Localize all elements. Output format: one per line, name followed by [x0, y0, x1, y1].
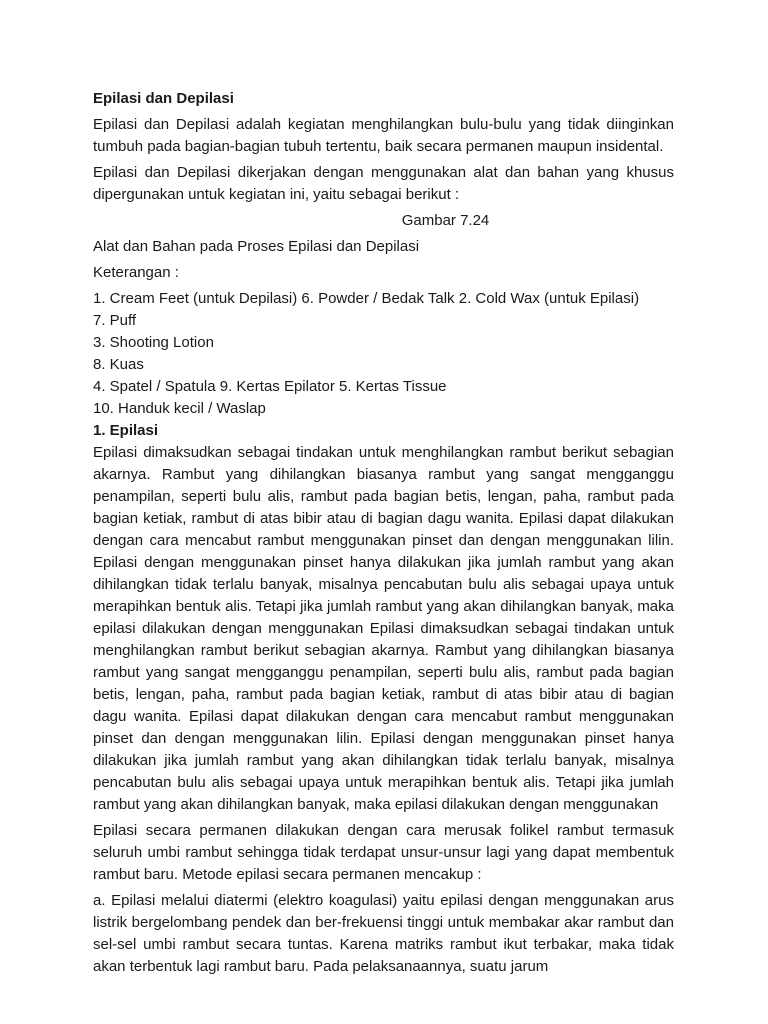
- document-title: Epilasi dan Depilasi: [93, 90, 234, 107]
- legend-item: 3. Shooting Lotion: [93, 334, 214, 351]
- legend-title: Keterangan :: [93, 264, 179, 281]
- legend-item: 1. Cream Feet (untuk Depilasi) 6. Powder / Bedak Talk 2. Cold Wax (untuk Epilasi): [93, 290, 640, 307]
- legend-item: 4. Spatel / Spatula 9. Kertas Epilator 5. Kertas Tissue: [93, 378, 447, 395]
- section-item-a: a. Epilasi melalui diatermi (elektro koagulasi) yaitu epilasi dengan menggunakan arus listrik bergelombang pendek dan ber-frekuensi tinggi untuk membakar akar rambut dan sel-sel umbi rambut secara tuntas. Karena matriks rambut ikut terbakar, maka tidak akan terbentuk lagi rambut baru. Pada pelaksanaannya, suatu jarum: [93, 892, 674, 975]
- figure-label: Gambar 7.24: [401, 212, 490, 229]
- legend-item: 10. Handuk kecil / Waslap: [93, 400, 266, 417]
- document-page: [93, 88, 674, 978]
- figure-caption: Alat dan Bahan pada Proses Epilasi dan Depilasi: [93, 238, 420, 255]
- section-heading-epilasi: 1. Epilasi: [93, 422, 159, 439]
- legend-item: 8. Kuas: [93, 356, 144, 373]
- intro-paragraph: Epilasi dan Depilasi adalah kegiatan menghilangkan bulu-bulu yang tidak diinginkan tumbuh pada bagian-bagian tubuh tertentu, baik secara permanen maupun insidental.: [93, 116, 674, 155]
- section-body-permanent: Epilasi secara permanen dilakukan dengan cara merusak folikel rambut termasuk seluruh umbi rambut sehingga tidak terdapat unsur-unsur lagi yang dapat membentuk rambut baru. Metode epilasi secara permanen mencakup :: [93, 822, 674, 883]
- intro-paragraph-tools: Epilasi dan Depilasi dikerjakan dengan menggunakan alat dan bahan yang khusus dipergunakan untuk kegiatan ini, yaitu sebagai berikut :: [93, 164, 674, 203]
- section-body-epilasi: Epilasi dimaksudkan sebagai tindakan untuk menghilangkan rambut berikut sebagian akarnya. Rambut yang dihilangkan biasanya rambut yang sangat mengganggu penampilan, seperti bulu alis, rambut pada bagian betis, lengan, paha, rambut pada bagian ketiak, rambut di atas bibir atau di bagian dagu wanita. Epilasi dapat dilakukan dengan cara mencabut rambut menggunakan pinset dan dengan menggunakan lilin. Epilasi dengan menggunakan pinset hanya dilakukan jika jumlah rambut yang akan dihilangkan tidak terlalu banyak, misalnya pencabutan bulu alis sebagai upaya untuk merapihkan bentuk alis. Tetapi jika jumlah rambut yang akan dihilangkan banyak, maka epilasi dilakukan dengan menggunakan Epilasi dimaksudkan sebagai tindakan untuk menghilangkan rambut berikut sebagian akarnya. Rambut yang dihilangkan biasanya rambut yang sangat mengganggu penampilan, seperti bulu alis, rambut pada bagian betis, lengan, paha, rambut pada bagian ketiak, rambut di atas bibir atau di bagian dagu wanita. Epilasi dapat dilakukan dengan cara mencabut rambut menggunakan pinset dan dengan menggunakan lilin. Epilasi dengan menggunakan pinset hanya dilakukan jika jumlah rambut yang akan dihilangkan tidak terlalu banyak, misalnya pencabutan bulu alis sebagai upaya untuk merapihkan bentuk alis. Tetapi jika jumlah rambut yang akan dihilangkan banyak, maka epilasi dilakukan dengan menggunakan: [93, 444, 674, 813]
- legend-item: 7. Puff: [93, 312, 137, 329]
